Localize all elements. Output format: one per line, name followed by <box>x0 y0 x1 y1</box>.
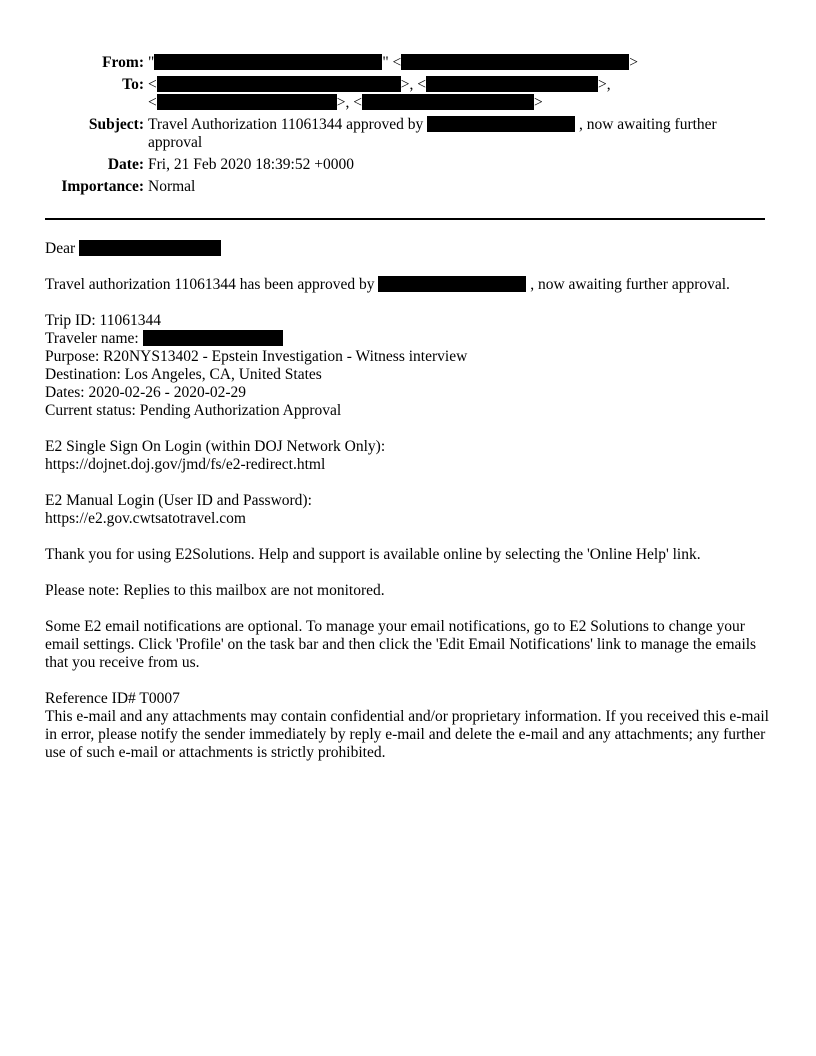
trip-status: Current status: Pending Authorization Approval <box>45 402 342 419</box>
email-header <box>40 54 770 200</box>
header-divider <box>45 218 765 220</box>
greeting-text: Dear <box>45 240 76 257</box>
redaction <box>426 76 598 92</box>
sso-label: E2 Single Sign On Login (within DOJ Network Only): <box>45 438 386 455</box>
from-row <box>40 54 770 72</box>
importance-row <box>40 178 770 196</box>
from-label: From: <box>102 54 144 71</box>
subject-row <box>40 116 770 152</box>
importance-value: Normal <box>148 178 196 195</box>
redaction <box>157 94 337 110</box>
manual-link[interactable]: https://e2.gov.cwtsatotravel.com <box>45 510 246 527</box>
redaction <box>427 116 575 132</box>
importance-label: Importance: <box>61 178 144 195</box>
date-label: Date: <box>107 156 144 173</box>
trip-purpose: Purpose: R20NYS13402 - Epstein Investigation - Witness interview <box>45 348 468 365</box>
to-label: To: <box>122 76 144 93</box>
redaction <box>362 94 534 110</box>
manual-label: E2 Manual Login (User ID and Password): <box>45 492 312 509</box>
redaction <box>79 240 221 256</box>
greeting <box>45 240 770 258</box>
redaction <box>401 54 629 70</box>
trip-id: Trip ID: 11061344 <box>45 312 161 329</box>
to-row <box>40 76 770 112</box>
sso-link[interactable]: https://dojnet.doj.gov/jmd/fs/e2-redirect.html <box>45 456 326 473</box>
sso-login <box>45 438 770 474</box>
thanks-paragraph: Thank you for using E2Solutions. Help and support is available online by selecting the 'Online Help' link. <box>45 546 701 563</box>
trip-destination: Destination: Los Angeles, CA, United States <box>45 366 322 383</box>
reference-id: Reference ID# T0007 <box>45 690 180 707</box>
redaction <box>378 276 526 292</box>
date-row <box>40 156 770 174</box>
subject-value <box>148 116 770 152</box>
trip-details <box>45 312 770 420</box>
subject-text-end: , now awaiting further approval <box>148 116 717 151</box>
approval-text: Travel authorization 11061344 has been approved by <box>45 276 375 293</box>
from-value: " " < > <box>148 54 639 71</box>
approval-paragraph <box>45 276 770 294</box>
traveler-name-label: Traveler name: <box>45 330 139 347</box>
traveler-name-line <box>45 330 770 348</box>
note-paragraph: Please note: Replies to this mailbox are not monitored. <box>45 582 385 599</box>
trip-dates: Dates: 2020-02-26 - 2020-02-29 <box>45 384 247 401</box>
manual-login <box>45 492 770 528</box>
redaction <box>157 76 401 92</box>
footer <box>45 690 770 762</box>
approval-text-end: , now awaiting further approval. <box>530 276 730 293</box>
optional-notifications-paragraph: Some E2 email notifications are optional. To manage your email notifications, go to E2 Solutions to change your email settings. Click 'Profile' on the task bar and then click the 'Edit Email Notifications' link to manage the emails that you receive from us. <box>45 618 757 671</box>
subject-text: Travel Authorization 11061344 approved by <box>148 116 424 133</box>
email-body <box>45 240 770 780</box>
date-value: Fri, 21 Feb 2020 18:39:52 +0000 <box>148 156 354 173</box>
redaction <box>143 330 283 346</box>
redaction <box>154 54 382 70</box>
disclaimer: This e-mail and any attachments may contain confidential and/or proprietary information. If you received this e-mail in error, please notify the sender immediately by reply e-mail and delete the e-mail and any attachments; any further use of such e-mail or attachments is strictly prohibited. <box>45 708 769 761</box>
to-value: < >, < >, < >, < > <box>148 76 611 111</box>
subject-label: Subject: <box>88 116 144 133</box>
